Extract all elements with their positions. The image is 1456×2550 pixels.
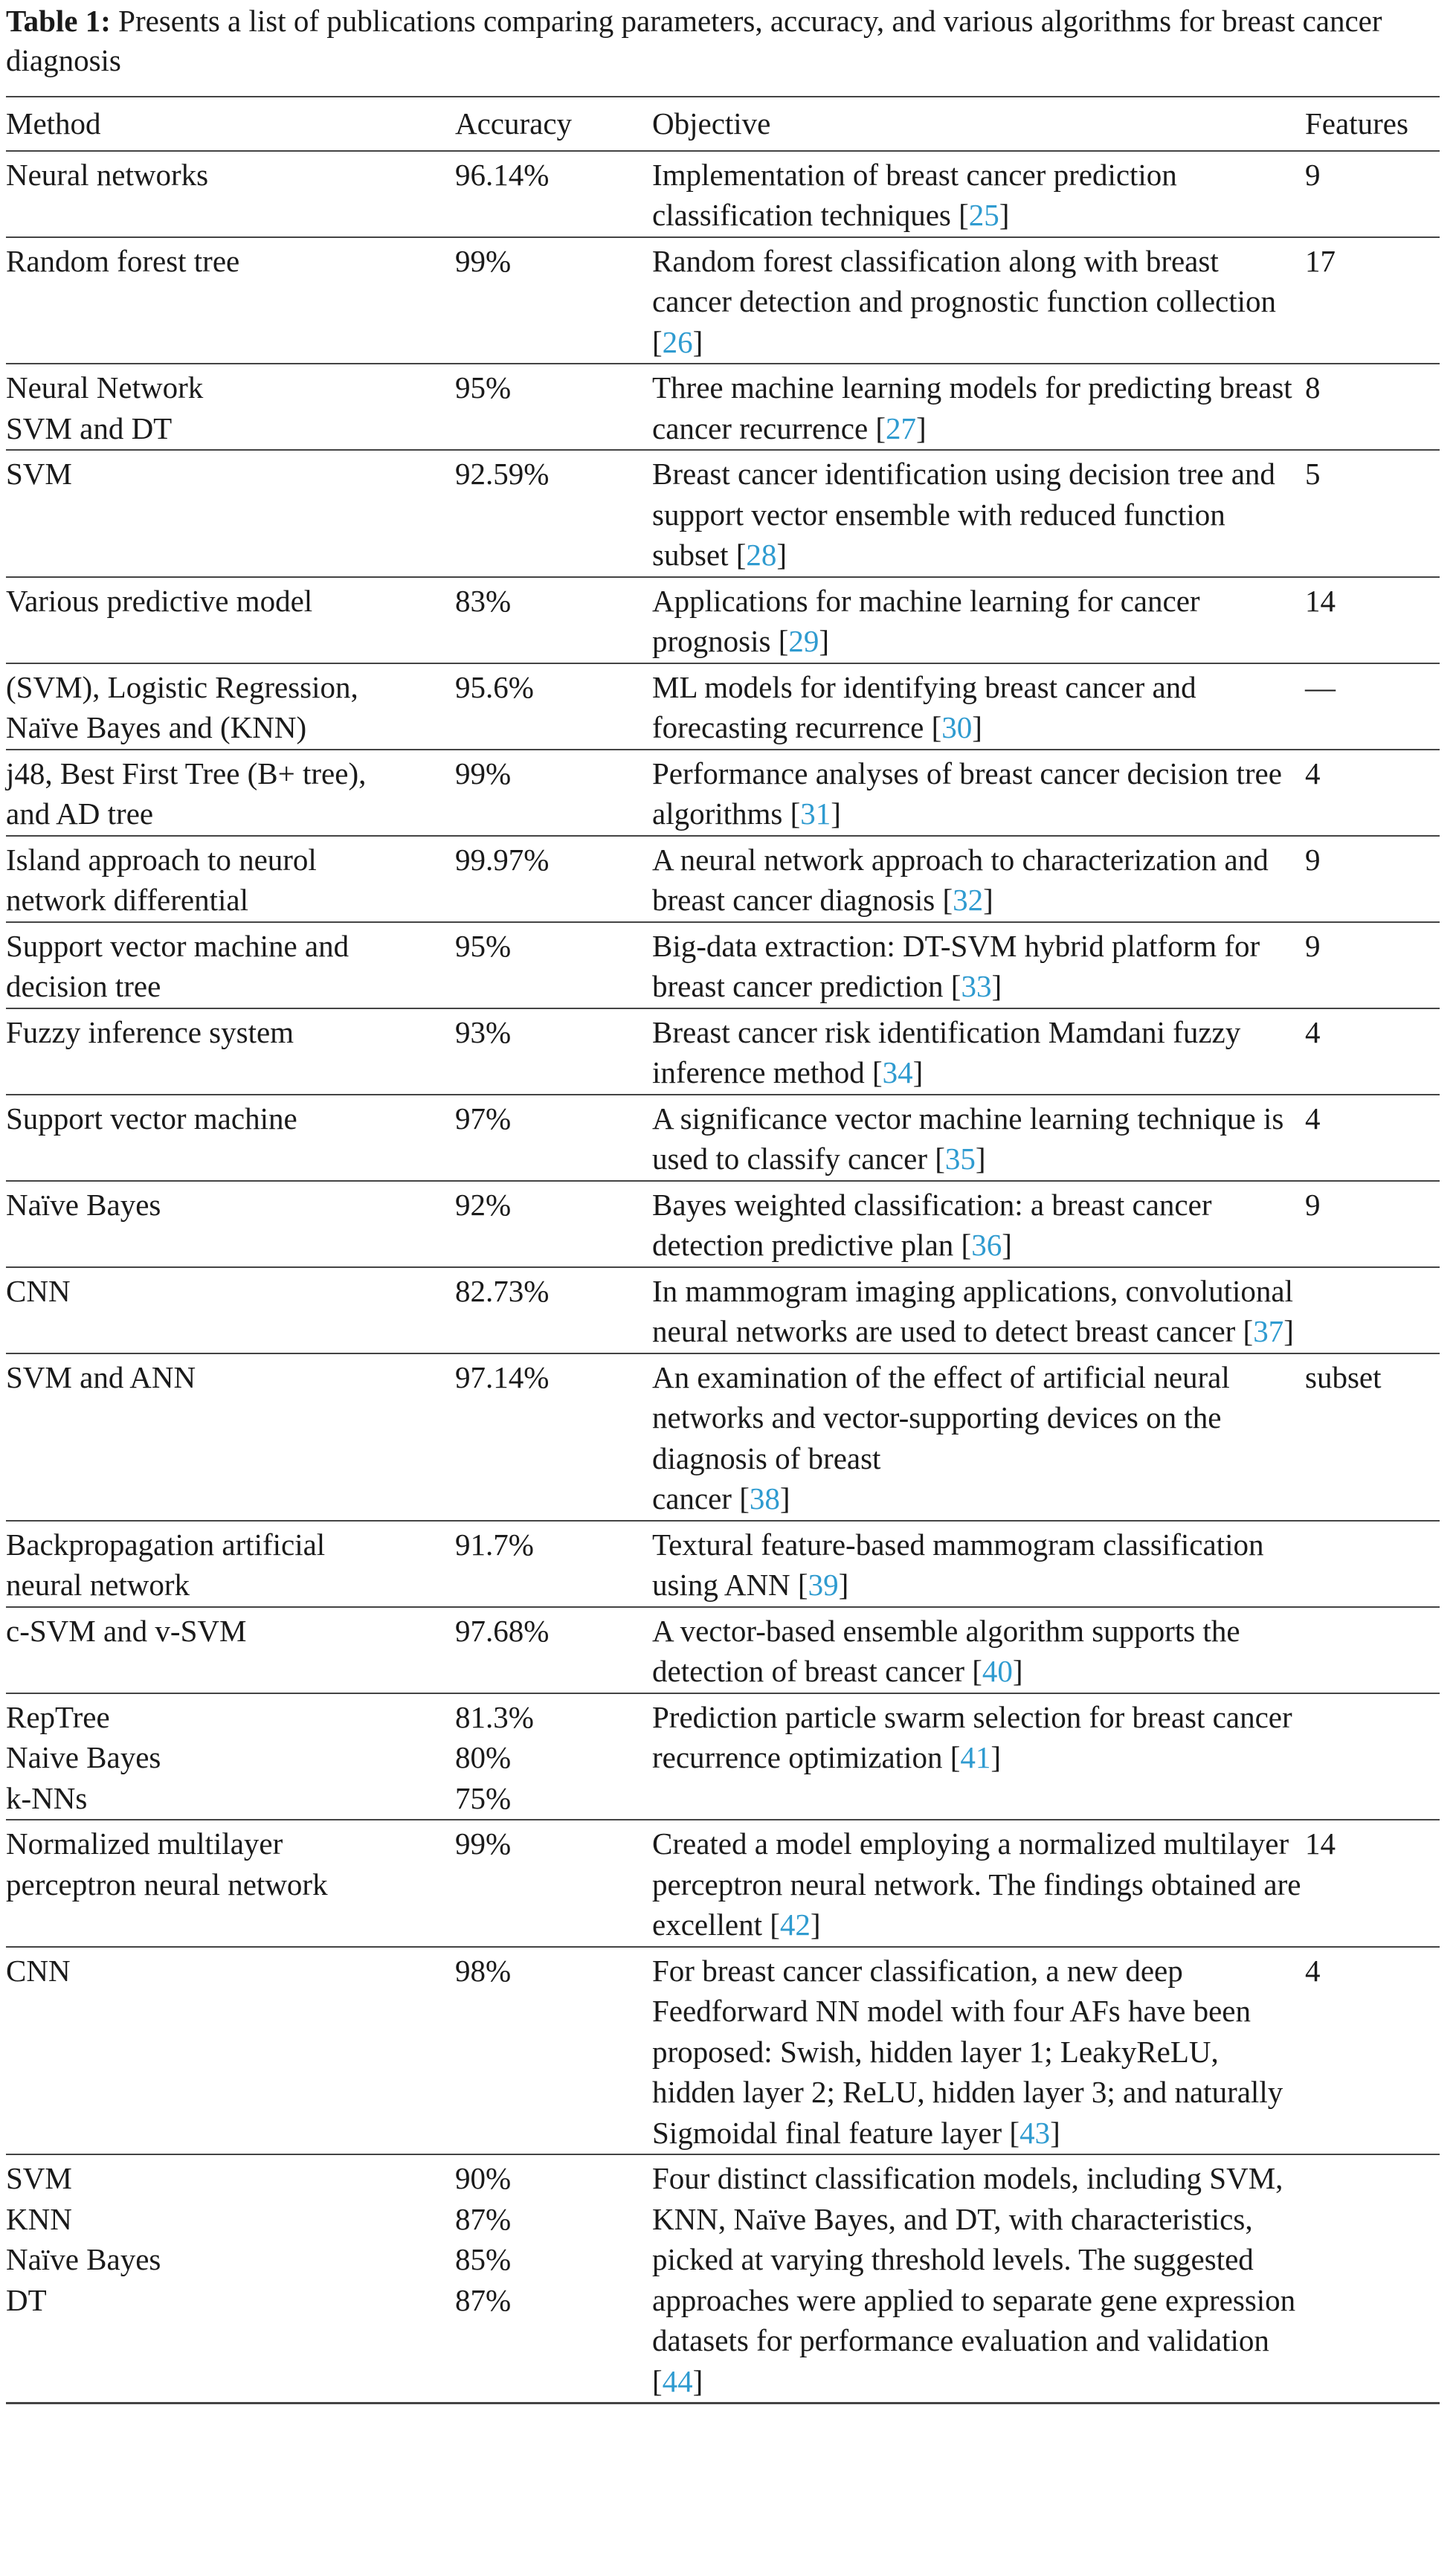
citation-link[interactable]: 43 — [1019, 2115, 1051, 2150]
citation-close: ] — [776, 538, 787, 572]
objective-text: Textural feature-based mammogram classification using ANN [ — [652, 1527, 1264, 1602]
cell-features: 9 — [1305, 836, 1440, 922]
cell-method: Random forest tree — [6, 237, 455, 364]
citation-close: ] — [692, 324, 703, 359]
header-accuracy: Accuracy — [455, 97, 652, 151]
table-row — [6, 1521, 1440, 1607]
citation-link[interactable]: 36 — [971, 1228, 1002, 1262]
cell-features: 4 — [1305, 1947, 1440, 2155]
cell-features: 4 — [1305, 1008, 1440, 1095]
cell-objective — [652, 836, 1305, 922]
objective-text: Bayes weighted classification: a breast cancer detection predictive plan [ — [652, 1187, 1212, 1262]
caption-label: Table 1: — [6, 4, 111, 38]
cell-features — [1305, 2154, 1440, 2403]
citation-close: ] — [975, 1142, 986, 1176]
citation-link[interactable]: 40 — [982, 1654, 1013, 1688]
cell-features: 8 — [1305, 364, 1440, 450]
objective-text: Created a model employing a normalized multilayer perceptron neural network. The findings obtained are excellent [ — [652, 1826, 1301, 1942]
cell-accuracy: 90% 87% 85% 87% — [455, 2154, 652, 2403]
citation-close: ] — [991, 969, 1002, 1003]
cell-objective — [652, 1095, 1305, 1181]
table-row — [6, 364, 1440, 450]
cell-objective — [652, 1693, 1305, 1820]
cell-accuracy: 99% — [455, 1820, 652, 1947]
citation-close: ] — [810, 1907, 821, 1942]
cell-objective — [652, 151, 1305, 237]
citation-close: ] — [779, 1481, 790, 1516]
citation-close: ] — [1050, 2115, 1060, 2150]
cell-features: 9 — [1305, 922, 1440, 1008]
citation-link[interactable]: 42 — [779, 1907, 811, 1942]
cell-features — [1305, 1693, 1440, 1820]
table-row — [6, 151, 1440, 237]
cell-features: 4 — [1305, 1095, 1440, 1181]
table-row — [6, 1267, 1440, 1353]
citation-close: ] — [999, 198, 1010, 232]
cell-objective — [652, 577, 1305, 663]
table-row — [6, 663, 1440, 750]
objective-text: Three machine learning models for predicting breast cancer recurrence [ — [652, 370, 1292, 445]
citation-link[interactable]: 25 — [968, 198, 999, 232]
cell-features: 17 — [1305, 237, 1440, 364]
cell-accuracy: 97.68% — [455, 1607, 652, 1693]
table-row — [6, 1820, 1440, 1947]
cell-objective — [652, 1353, 1305, 1521]
objective-text: For breast cancer classification, a new deep Feedforward NN model with four AFs have been proposed: Swish, hidden layer 1; LeakyReLU, hidden layer 2; ReLU, hidden layer 3; and naturally Sigmoidal final feature layer [ — [652, 1953, 1283, 2150]
cell-objective — [652, 1267, 1305, 1353]
cell-accuracy: 97.14% — [455, 1353, 652, 1521]
table-row — [6, 836, 1440, 922]
cell-method: (SVM), Logistic Regression, Naïve Bayes and (KNN) — [6, 663, 455, 750]
objective-text: ML models for identifying breast cancer and forecasting recurrence [ — [652, 669, 1196, 744]
cell-method: Support vector machine and decision tree — [6, 922, 455, 1008]
citation-close: ] — [990, 1740, 1002, 1774]
table-row — [6, 1607, 1440, 1693]
citation-close: ] — [983, 883, 993, 917]
cell-method: c-SVM and v-SVM — [6, 1607, 455, 1693]
cell-objective — [652, 364, 1305, 450]
cell-accuracy: 95% — [455, 922, 652, 1008]
cell-method: Naïve Bayes — [6, 1181, 455, 1267]
citation-close: ] — [972, 710, 982, 744]
cell-accuracy: 99% — [455, 237, 652, 364]
cell-accuracy: 99% — [455, 750, 652, 836]
cell-method: CNN — [6, 1947, 455, 2155]
cell-features: subset — [1305, 1353, 1440, 1521]
cell-accuracy: 83% — [455, 577, 652, 663]
objective-text: An examination of the effect of artificial neural networks and vector-supporting devices on the diagnosis of breast cancer [ — [652, 1359, 1230, 1516]
citation-close: ] — [1283, 1314, 1294, 1348]
cell-accuracy: 95% — [455, 364, 652, 450]
cell-features — [1305, 1521, 1440, 1607]
cell-objective — [652, 1008, 1305, 1095]
citation-close: ] — [831, 796, 841, 831]
cell-objective — [652, 750, 1305, 836]
citation-link[interactable]: 32 — [953, 883, 984, 917]
cell-features: 9 — [1305, 151, 1440, 237]
publications-table — [6, 96, 1440, 2404]
cell-objective — [652, 1820, 1305, 1947]
cell-method: Various predictive model — [6, 577, 455, 663]
cell-objective — [652, 450, 1305, 577]
cell-accuracy: 95.6% — [455, 663, 652, 750]
cell-accuracy: 92% — [455, 1181, 652, 1267]
cell-method: SVM — [6, 450, 455, 577]
cell-features: — — [1305, 663, 1440, 750]
citation-link[interactable]: 35 — [944, 1142, 976, 1176]
cell-features: 14 — [1305, 1820, 1440, 1947]
cell-objective — [652, 663, 1305, 750]
cell-objective — [652, 1521, 1305, 1607]
cell-objective — [652, 237, 1305, 364]
citation-close: ] — [916, 410, 927, 445]
objective-text: Big-data extraction: DT-SVM hybrid platform for breast cancer prediction [ — [652, 928, 1260, 1003]
cell-objective — [652, 2154, 1305, 2403]
cell-features: 5 — [1305, 450, 1440, 577]
cell-features — [1305, 1267, 1440, 1353]
cell-accuracy: 81.3% 80% 75% — [455, 1693, 652, 1820]
objective-text: Performance analyses of breast cancer decision tree algorithms [ — [652, 756, 1282, 831]
cell-accuracy: 93% — [455, 1008, 652, 1095]
citation-link[interactable]: 41 — [960, 1740, 991, 1774]
cell-method: CNN — [6, 1267, 455, 1353]
citation-link[interactable]: 29 — [788, 624, 819, 658]
citation-close: ] — [1002, 1228, 1012, 1262]
cell-features: 14 — [1305, 577, 1440, 663]
citation-close: ] — [692, 2363, 703, 2398]
cell-method: Neural Network SVM and DT — [6, 364, 455, 450]
citation-close: ] — [1012, 1654, 1023, 1688]
table-row — [6, 1008, 1440, 1095]
cell-accuracy: 98% — [455, 1947, 652, 2155]
citation-link[interactable]: 28 — [746, 538, 777, 572]
header-row — [6, 97, 1440, 151]
table-row — [6, 750, 1440, 836]
table-body — [6, 151, 1440, 2403]
header-features: Features — [1305, 97, 1440, 151]
objective-text: Breast cancer risk identification Mamdani fuzzy inference method [ — [652, 1014, 1241, 1089]
citation-link[interactable]: 26 — [662, 324, 693, 359]
citation-link[interactable]: 38 — [749, 1481, 780, 1516]
table-row — [6, 1181, 1440, 1267]
cell-method: Neural networks — [6, 151, 455, 237]
table-row — [6, 1095, 1440, 1181]
citation-close: ] — [838, 1568, 849, 1602]
objective-text: Four distinct classification models, including SVM, KNN, Naïve Bayes, and DT, with characteristics, picked at varying threshold levels. The suggested approaches were applied to separate gene expression datasets for performance evaluation and validation [ — [652, 2161, 1296, 2398]
cell-method: Support vector machine — [6, 1095, 455, 1181]
citation-close: ] — [912, 1055, 924, 1089]
citation-close: ] — [819, 624, 830, 658]
table-row — [6, 237, 1440, 364]
citation-link[interactable]: 30 — [941, 710, 973, 744]
cell-accuracy: 99.97% — [455, 836, 652, 922]
cell-features — [1305, 1607, 1440, 1693]
cell-objective — [652, 1181, 1305, 1267]
objective-text: A neural network approach to characterization and breast cancer diagnosis [ — [652, 842, 1269, 917]
cell-method: Island approach to neurol network differential — [6, 836, 455, 922]
cell-features: 4 — [1305, 750, 1440, 836]
citation-link[interactable]: 31 — [800, 796, 831, 831]
cell-method: RepTree Naive Bayes k-NNs — [6, 1693, 455, 1820]
citation-link[interactable]: 27 — [886, 410, 917, 445]
table-row — [6, 2154, 1440, 2403]
cell-method: Backpropagation artificial neural network — [6, 1521, 455, 1607]
caption-text: Presents a list of publications comparing parameters, accuracy, and various algorithms for breast cancer diagnosis — [6, 4, 1382, 77]
cell-method: Fuzzy inference system — [6, 1008, 455, 1095]
cell-objective — [652, 1947, 1305, 2155]
objective-text: A vector-based ensemble algorithm supports the detection of breast cancer [ — [652, 1613, 1240, 1688]
header-method: Method — [6, 97, 455, 151]
cell-objective — [652, 922, 1305, 1008]
cell-accuracy: 82.73% — [455, 1267, 652, 1353]
citation-link[interactable]: 39 — [808, 1568, 839, 1602]
table-row — [6, 922, 1440, 1008]
cell-method: SVM KNN Naïve Bayes DT — [6, 2154, 455, 2403]
table-row — [6, 450, 1440, 577]
citation-link[interactable]: 34 — [882, 1055, 913, 1089]
objective-text: Implementation of breast cancer prediction classification techniques [ — [652, 157, 1177, 232]
objective-text: In mammogram imaging applications, convolutional neural networks are used to detect breast cancer [ — [652, 1273, 1293, 1348]
cell-features: 9 — [1305, 1181, 1440, 1267]
objective-text: Random forest classification along with breast cancer detection and prognostic function collection [ — [652, 243, 1277, 359]
table-row — [6, 1947, 1440, 2155]
objective-text: Applications for machine learning for cancer prognosis [ — [652, 583, 1200, 658]
cell-objective — [652, 1607, 1305, 1693]
cell-method: j48, Best First Tree (B+ tree), and AD tree — [6, 750, 455, 836]
cell-accuracy: 96.14% — [455, 151, 652, 237]
citation-link[interactable]: 33 — [961, 969, 992, 1003]
table-row — [6, 1693, 1440, 1820]
cell-accuracy: 91.7% — [455, 1521, 652, 1607]
cell-accuracy: 92.59% — [455, 450, 652, 577]
table-row — [6, 577, 1440, 663]
objective-text: Breast cancer identification using decision tree and support vector ensemble with reduced function subset [ — [652, 457, 1275, 572]
table-caption — [6, 0, 1452, 80]
objective-text: A significance vector machine learning technique is used to classify cancer [ — [652, 1101, 1284, 1176]
citation-link[interactable]: 37 — [1253, 1314, 1284, 1348]
cell-accuracy: 97% — [455, 1095, 652, 1181]
cell-method: SVM and ANN — [6, 1353, 455, 1521]
cell-method: Normalized multilayer perceptron neural network — [6, 1820, 455, 1947]
objective-text: Prediction particle swarm selection for breast cancer recurrence optimization [ — [652, 1699, 1292, 1774]
table-row — [6, 1353, 1440, 1521]
citation-link[interactable]: 44 — [662, 2363, 693, 2398]
header-objective: Objective — [652, 97, 1305, 151]
